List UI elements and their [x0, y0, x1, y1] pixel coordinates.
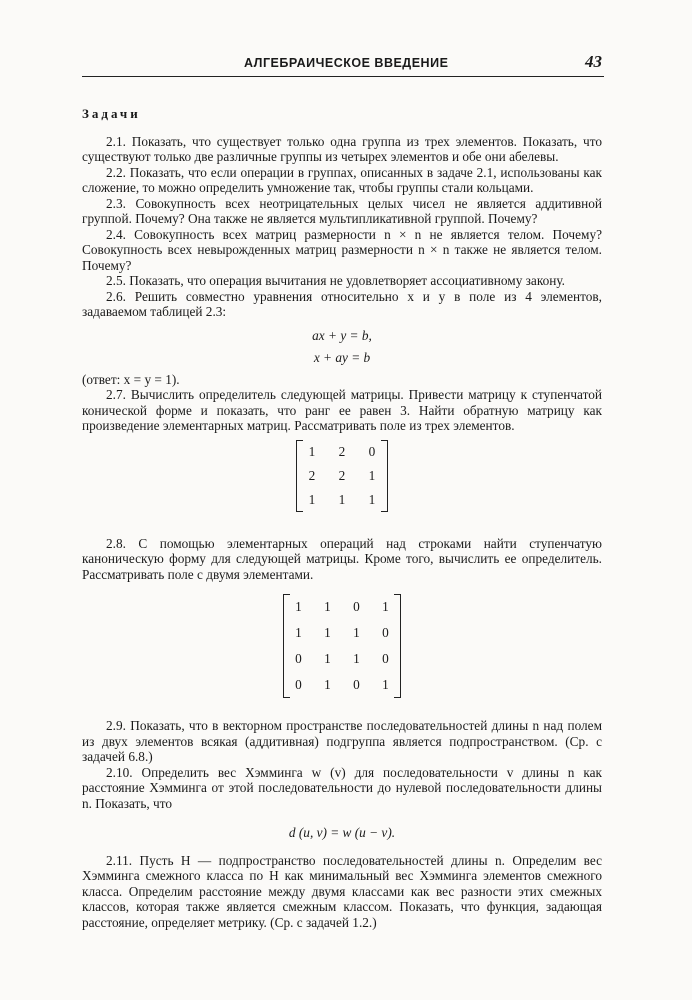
equation-line: ax + y = b, — [312, 327, 372, 343]
matrix-cell: 0 — [353, 599, 360, 615]
matrix-row — [297, 464, 388, 488]
problem-2-3: 2.3. Совокупность всех неотрицательных целых чисел не является аддитивной группой. Почему? Она также не является мультипликативной группой. Почему? — [82, 195, 602, 226]
matrix-cell: 1 — [324, 625, 331, 641]
matrix-row — [297, 488, 388, 512]
matrix-b-wrap — [82, 588, 602, 704]
problem-2-10: 2.10. Определить вес Хэмминга w (v) для последовательности v длины n как расстояние Хэмминга от этой последовательности до нулевой последовательности длины n. Показать, что — [82, 764, 602, 811]
matrix-cell: 2 — [338, 467, 346, 483]
header-title: АЛГЕБРАИЧЕСКОЕ ВВЕДЕНИЕ — [244, 56, 449, 70]
matrix-cell: 1 — [353, 651, 360, 667]
problem-2-5: 2.5. Показать, что операция вычитания не удовлетворяет ассоциативному закону. — [106, 273, 566, 288]
hamming-equation: d (u, v) = w (u − v). — [288, 825, 396, 840]
matrix-cell: 1 — [295, 625, 302, 641]
matrix-cell: 1 — [338, 491, 346, 507]
page-number: 43 — [585, 52, 602, 71]
equation-system — [82, 325, 602, 369]
matrix-row — [284, 620, 401, 646]
matrix-cell: 0 — [295, 651, 302, 667]
matrix-row — [297, 440, 388, 464]
matrix-cell: 2 — [308, 467, 316, 483]
matrix-cell: 2 — [338, 443, 346, 459]
equation-line: x + ay = b — [313, 349, 371, 365]
problem-2-4: 2.4. Совокупность всех матриц размерности n × n не является телом. Почему? Совокупность всех невырожденных матриц размерности n × n также не является телом. Почему? — [82, 226, 602, 273]
matrix-a — [296, 434, 388, 518]
matrix-cell: 1 — [324, 677, 331, 693]
matrix-cell: 1 — [382, 599, 389, 615]
matrix-cell: 0 — [382, 651, 389, 667]
running-header — [82, 52, 604, 77]
matrix-cell: 1 — [368, 491, 376, 507]
problem-2-8: 2.8. С помощью элементарных операций над строками найти ступенчатую каноническую форму для следующей матрицы. Кроме того, вычислить ее определитель. Рассматривать поле с двумя элементами. — [82, 535, 602, 582]
matrix-cell: 1 — [308, 491, 316, 507]
matrix-row — [284, 672, 401, 698]
matrix-cell: 0 — [368, 443, 376, 459]
matrix-b — [283, 588, 401, 704]
section-title: Задачи — [82, 106, 141, 121]
matrix-cell: 0 — [382, 625, 389, 641]
matrix-cell: 1 — [324, 599, 331, 615]
problem-2-2: 2.2. Показать, что если операции в группах, описанных в задаче 2.1, использованы как сложение, то можно определить умножение так, чтобы группы стали кольцами. — [82, 164, 602, 195]
matrix-row — [284, 646, 401, 672]
page-body — [82, 106, 602, 930]
matrix-cell: 1 — [382, 677, 389, 693]
matrix-cell: 1 — [308, 443, 316, 459]
problem-2-11: 2.11. Пусть H — подпространство последовательностей длины n. Определим вес Хэмминга смежного класса по H как минимальный вес Хэмминга элементов смежного класса. Определим расстояние между двумя классами как вес разности этих смежных классов, которая также является смежным классом. Показать, что функция, задающая расстояние, определяет метрику. (Ср. с задачей 1.2.) — [82, 852, 602, 930]
matrix-cell: 0 — [295, 677, 302, 693]
matrix-cell: 1 — [368, 467, 376, 483]
problem-2-7: 2.7. Вычислить определитель следующей матрицы. Привести матрицу к ступенчатой конической форме и показать, что ранг ее равен 3. Найти обратную матрицу как произведение элементарных матриц. Рассматривать поле из трех элементов. — [82, 387, 602, 433]
matrix-cell: 1 — [324, 651, 331, 667]
matrix-row — [284, 594, 401, 620]
problem-2-9: 2.9. Показать, что в векторном пространстве последовательностей длины n над полем из двух элементов всякая (аддитивная) подгруппа является подпространством. (Ср. с задачей 6.8.) — [82, 718, 602, 764]
problem-2-6-answer: (ответ: x = y = 1). — [82, 371, 180, 387]
problem-2-6: 2.6. Решить совместно уравнения относительно x и y в поле из 4 элементов, задаваемом таблицей 2.3: — [82, 288, 602, 319]
matrix-cell: 1 — [353, 625, 360, 641]
problem-2-1: 2.1. Показать, что существует только одна группа из трех элементов. Показать, что существуют только две различные группы из четырех элементов и обе они абелевы. — [82, 133, 602, 164]
matrix-cell: 1 — [295, 599, 302, 615]
matrix-a-wrap — [82, 434, 602, 518]
matrix-cell: 0 — [353, 677, 360, 693]
